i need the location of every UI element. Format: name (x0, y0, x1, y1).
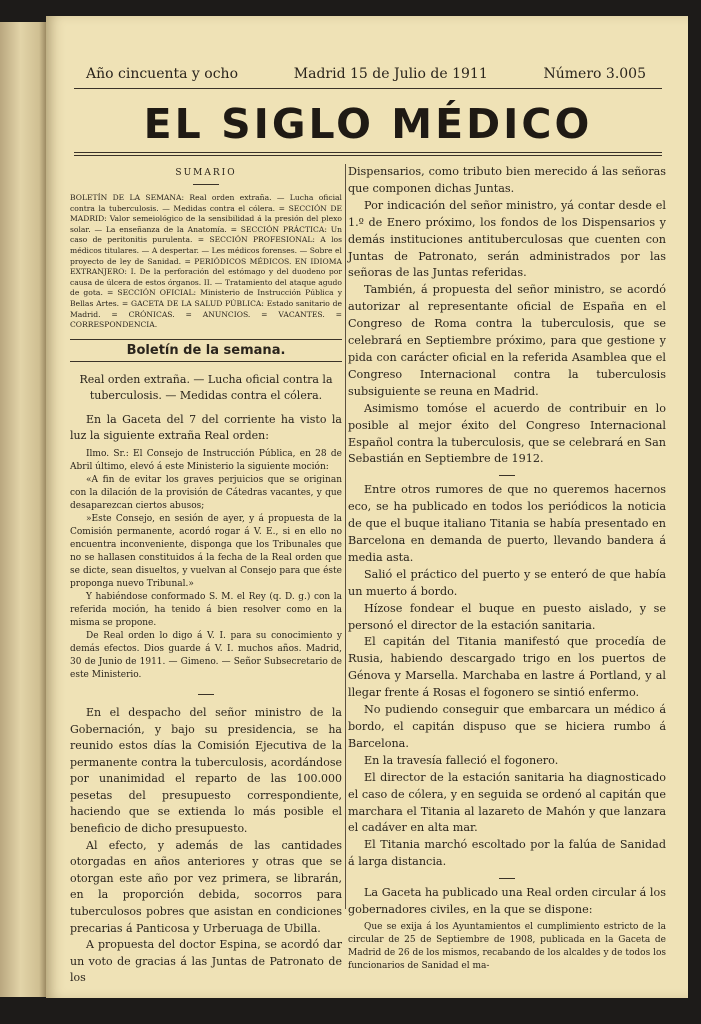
issue-number: Número 3.005 (543, 66, 646, 82)
circular-text: Que se exija á los Ayuntamientos el cumplimiento estricto de la circular de 25 de Septiembre de 1908, publicada en la Gaceta de Madrid de 26 de los mismos, recabando de los alcaldes y de todos los funcionarios de Sanidad el ma- (348, 921, 666, 971)
order-paragraph: De Real orden lo digo á V. I. para su conocimiento y demás efectos. Dios guarde á V. I. muchos años. Madrid, 30 de Junio de 1911. — Gimeno. — Señor Subsecretario de este Ministerio. (70, 630, 342, 680)
right-column (348, 164, 666, 973)
body-paragraph: En la travesía falleció el fogonero. (364, 753, 559, 767)
section-subhead: Real orden extraña. — Lucha oficial contra la tuberculosis. — Medidas contra el cólera. (79, 372, 333, 402)
left-column (70, 164, 342, 987)
body-paragraph: Hízose fondear el buque en puesto aislado, y se personó el director de la estación sanitaria. (348, 601, 666, 632)
body-paragraph: Dispensarios, como tributo bien merecido á las señoras que componen dichas Juntas. (348, 165, 666, 195)
body-paragraph: El Titania marchó escoltado por la falúa de Sanidad á larga distancia. (348, 838, 666, 869)
sumario-heading: SUMARIO (175, 168, 237, 178)
body-paragraph: Por indicación del señor ministro, yá contar desde el 1.º de Enero próximo, los fondos de los Dispensarios y demás instituciones antituberculosas que cuenten con Juntas de Patronato, serán administrados por las señoras de las Juntas referidas. (348, 198, 666, 280)
paragraph-divider (499, 878, 515, 879)
header-rule (74, 88, 662, 89)
previous-page-edge (0, 22, 46, 997)
body-paragraph: Salió el práctico del puerto y se enteró de que había un muerto á bordo. (348, 567, 666, 598)
body-paragraph: El director de la estación sanitaria ha diagnosticado el caso de cólera, y en seguida se ordenó al capitán que marchara el Titania al lazareto de Mahón y que lanzara el cadáver en alta mar. (348, 770, 666, 835)
body-paragraph: Al efecto, y además de las cantidades otorgadas en años anteriores y otras que se otorgan este año por vez primera, se librarán, en la proporción debida, socorros para tuberculosos pobres que asistan en condiciones precarias á Panticosa y Urberuaga de Ubilla. (70, 838, 342, 935)
body-paragraph: A propuesta del doctor Espina, se acordó dar un voto de gracias á las Juntas de Patronato de los (70, 938, 342, 985)
title-rule-bottom (74, 155, 662, 156)
column-divider (345, 164, 346, 909)
order-paragraph: «A fin de evitar los graves perjuicios que se originan con la dilación de la provisión de Cátedras vacantes, y que desaparezcan ciertos abusos; (70, 474, 342, 511)
paragraph-divider (198, 694, 214, 695)
intro-paragraph: En la Gaceta del 7 del corriente ha visto la luz la siguiente extraña Real orden: (70, 412, 342, 443)
body-paragraph: No pudiendo conseguir que embarcara un médico á bordo, el capitán dispuso que se hiciera rumbo á Barcelona. (348, 703, 666, 750)
sumario-dash (193, 184, 219, 185)
order-paragraph: Ilmo. Sr.: El Consejo de Instrucción Pública, en 28 de Abril último, elevó á este Ministerio la siguiente moción: (70, 448, 342, 472)
body-paragraph: Asimismo tomóse el acuerdo de contribuir en lo posible al mejor éxito del Congreso Internacional Español contra la tuberculosis, que se celebrará en San Sebastián en Septiembre de 1912. (348, 401, 666, 466)
section-title: Boletín de la semana. (70, 339, 342, 362)
paragraph-divider (499, 475, 515, 476)
order-paragraph: »Este Consejo, en sesión de ayer, y á propuesta de la Comisión permanente, acordó rogar á V. E., si en ello no encuentra inconveniente, disponga que los Tribunales que no se hallasen constituidos á la fecha de la Real orden que se dicte, sean disueltos, y vuelvan al Consejo para que éste proponga nuevo Tribunal.» (70, 513, 342, 589)
title-rule-top (74, 152, 662, 153)
newspaper-title: EL SIGLO MÉDICO (143, 100, 593, 148)
order-paragraph: Y habiéndose conformado S. M. el Rey (q. D. g.) con la referida moción, ha tenido á bien resolver como en la misma se propone. (70, 591, 342, 628)
date-label: Madrid 15 de Julio de 1911 (293, 66, 488, 82)
year-label: Año cincuenta y ocho (86, 66, 238, 82)
newspaper-page (46, 16, 688, 998)
body-paragraph: El capitán del Titania manifestó que procedía de Rusia, habiendo descargado trigo en los puertos de Génova y Marsella. Marchaba en lastre á Portland, y al llegar frente á Rosas el fogonero se sintió enfermo. (348, 635, 666, 700)
body-paragraph: También, á propuesta del señor ministro, se acordó autorizar al representante oficial de España en el Congreso de Roma contra la tuberculosis, que se celebrará en Septiembre próximo, para que gestione y pida con carácter oficial en la referida Asamblea que el Congreso Internacional contra la tuberculosis subsiguiente se reuna en Madrid. (348, 283, 666, 398)
sumario-text: BOLETÍN DE LA SEMANA: Real orden extraña. — Lucha oficial contra la tuberculosis. — Medidas contra el cólera. = SECCIÓN DE MADRID: Valor semeiológico de la sensibilidad á la presión del plexo solar. — La enseñanza de la Anatomía. = SECCIÓN PRÁCTICA: Un caso de peritonitis purulenta. = SECCIÓN PROFESIONAL: A los médicos titulares. — A despertar. — Les médicos forenses. — Sobre el proyecto de ley de Sanidad. = PERIÓDICOS MÉDICOS. EN IDIOMA EXTRANJERO: I. De la perforación del estómago y del duodeno por causa de úlcera de estos órganos. II. — Tratamiento del ataque agudo de gota. = SECCIÓN OFICIAL: Ministerio de Instrucción Pública y Bellas Artes. = GACETA DE LA SALUD PÚBLICA: Estado sanitario de Madrid. = CRÓNICAS. = ANUNCIOS. = VACANTES. = CORRESPONDENCIA. (70, 193, 342, 330)
body-paragraph: Entre otros rumores de que no queremos hacernos eco, se ha publicado en todos los periódicos la noticia de que el buque italiano Titania se había presentado en Barcelona en demanda de puerto, llevando bandera á media asta. (348, 483, 666, 564)
body-paragraph: En el despacho del señor ministro de la Gobernación, y bajo su presidencia, se ha reunido estos días la Comisión Ejecutiva de la permanente contra la tuberculosis, acordándose por unanimidad el reparto de las 100.000 pesetas del presupuesto correspondiente, haciendo que se extienda lo más posible el beneficio de dicho presupuesto. (70, 705, 342, 836)
masthead-info (86, 66, 646, 82)
body-paragraph: La Gaceta ha publicado una Real orden circular á los gobernadores civiles, en la que se dispone: (348, 886, 666, 917)
